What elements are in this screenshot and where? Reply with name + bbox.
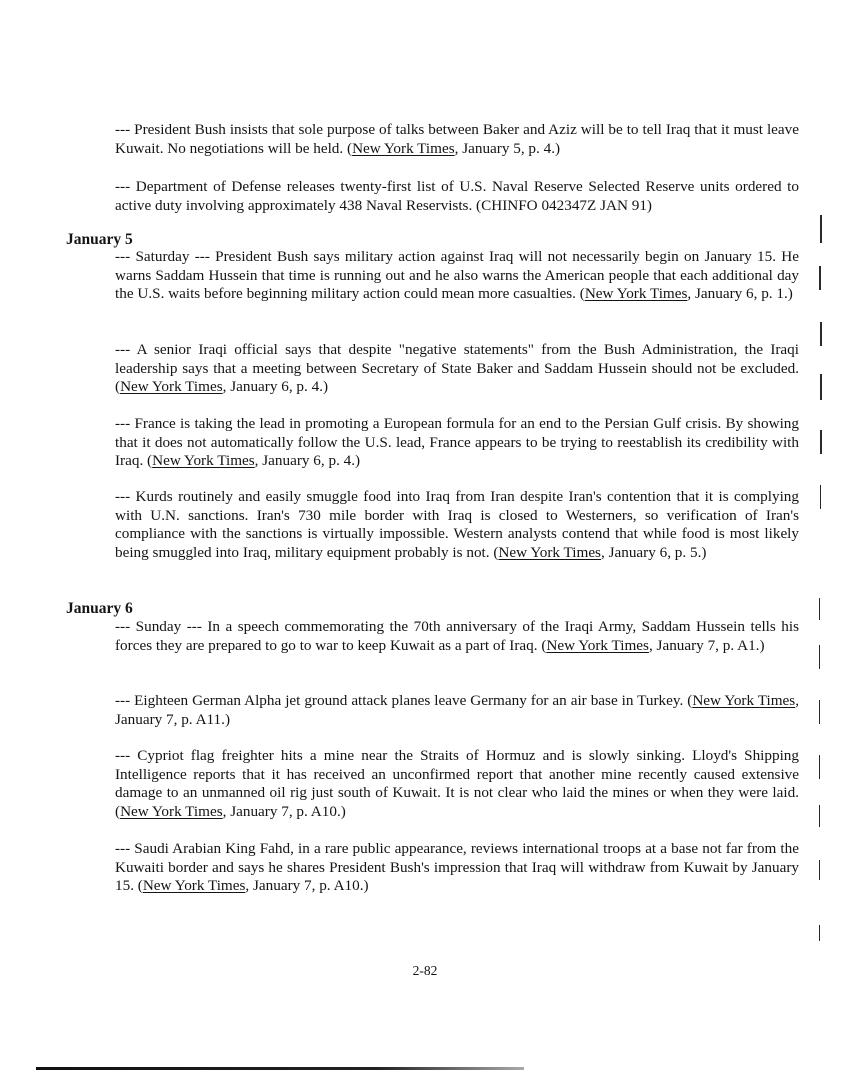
citation-detail: , January 7, p. A10.) — [222, 802, 346, 820]
citation-detail: , January 7, p. A10.) — [245, 877, 369, 895]
entry-king-fahd — [115, 840, 799, 896]
citation-detail: , January 6, p. 1.) — [687, 285, 793, 303]
entry-saddam-speech — [115, 618, 799, 655]
margin-change-bar — [819, 645, 820, 669]
entry-iraqi-official — [115, 341, 799, 397]
citation-detail: , January 5, p. 4.) — [454, 139, 561, 157]
margin-change-bar — [819, 755, 820, 779]
entry-text: --- Cypriot flag freighter hits a mine near the Straits of Hormuz and is slowly sinking. Lloyd's Shipping Intelligence reports that it has received an unconfirmed report that another mine recently caused extensive damage to an unmanned oil rig just south of Kuwait. It is not clear who laid the mines or when they were laid. ( — [115, 747, 799, 820]
page-number: 2-82 — [412, 963, 438, 978]
entry-bush-military-action — [115, 248, 799, 304]
margin-change-bar — [820, 430, 822, 454]
citation-detail: , January 6, p. 5.) — [600, 543, 707, 561]
margin-change-bar — [820, 322, 822, 346]
margin-change-bar — [819, 860, 820, 880]
margin-change-bar — [819, 925, 820, 941]
entry-text: --- Sunday --- In a speech commemorating the 70th anniversary of the Iraqi Army, Saddam Hussein tells his forces they are prepared to go to war to keep Kuwait as a part of Iraq. ( — [115, 618, 799, 654]
margin-change-bar — [819, 266, 821, 290]
entry-text: --- Saturday --- President Bush says military action against Iraq will not necessarily begin on January 15. He warns Saddam Hussein that time is running out and he also warns the American people that each additional day the U.S. waits before beginning military action could mean more casualties. ( — [115, 248, 799, 303]
source-citation: New York Times — [546, 636, 649, 654]
source-citation: New York Times — [352, 139, 455, 157]
entry-cypriot-freighter — [115, 747, 799, 821]
entry-dod-reserve-list — [115, 178, 799, 215]
entry-kurds-smuggle — [115, 488, 799, 562]
margin-change-bar — [820, 374, 822, 400]
margin-change-bar — [820, 485, 821, 509]
entry-text: --- Eighteen German Alpha jet ground attack planes leave Germany for an air base in Turkey. ( — [115, 692, 693, 709]
citation-detail: , January 7, p. A1.) — [648, 636, 765, 654]
source-citation: New York Times — [692, 692, 796, 709]
scan-edge-line — [36, 1067, 524, 1070]
entry-german-alpha-jets — [115, 692, 799, 729]
entry-text: --- President Bush insists that sole purpose of talks between Baker and Aziz will be to tell Iraq that it must leave Kuwait. No negotiations will be held. ( — [115, 121, 799, 157]
entry-text: --- Department of Defense releases twenty-first list of U.S. Naval Reserve Selected Reserve units ordered to active duty involving approximately 438 Naval Reservists. (CHINFO 042347Z JAN 91) — [115, 178, 799, 214]
entry-text: --- Kurds routinely and easily smuggle food into Iraq from Iran despite Iran's contention that it is complying with U.N. sanctions. Iran's 730 mile border with Iraq is closed to Westerners, so verification of Iran's compliance with the sanctions is virtually impossible. Western analysts contend that while food is most likely being smuggled into Iraq, military equipment probably is not. ( — [115, 488, 799, 561]
source-citation: New York Times — [152, 452, 255, 470]
margin-change-bar — [819, 805, 820, 827]
source-citation: New York Times — [498, 543, 601, 561]
date-heading-january-6: January 6 — [66, 600, 133, 617]
citation-detail: , January 6, p. 4.) — [222, 378, 329, 396]
source-citation: New York Times — [120, 802, 223, 820]
entry-text: --- Saudi Arabian King Fahd, in a rare public appearance, reviews international troops at a base not far from the Kuwaiti border and says he shares President Bush's impression that Iraq will withdraw from Kuwait by January 15. ( — [115, 840, 799, 895]
source-citation: New York Times — [142, 877, 246, 895]
entry-france-formula — [115, 415, 799, 471]
citation-detail: , January 7, p. A11.) — [115, 692, 799, 728]
margin-change-bar — [819, 700, 820, 724]
source-citation: New York Times — [120, 378, 223, 396]
date-heading-january-5: January 5 — [66, 231, 133, 248]
source-citation: New York Times — [584, 285, 688, 303]
margin-change-bar — [819, 598, 820, 620]
entry-bush-talks — [115, 121, 799, 158]
entry-text: --- A senior Iraqi official says that despite "negative statements" from the Bush Administration, the Iraqi leadership says that a meeting between Secretary of State Baker and Saddam Hussein should not be excluded. ( — [115, 341, 799, 396]
citation-detail: , January 6, p. 4.) — [254, 452, 361, 470]
entry-text: --- France is taking the lead in promoting a European formula for an end to the Persian Gulf crisis. By showing that it does not automatically follow the U.S. lead, France appears to be trying to reestablish its credibility with Iraq. ( — [115, 415, 799, 470]
margin-change-bar — [820, 215, 822, 243]
